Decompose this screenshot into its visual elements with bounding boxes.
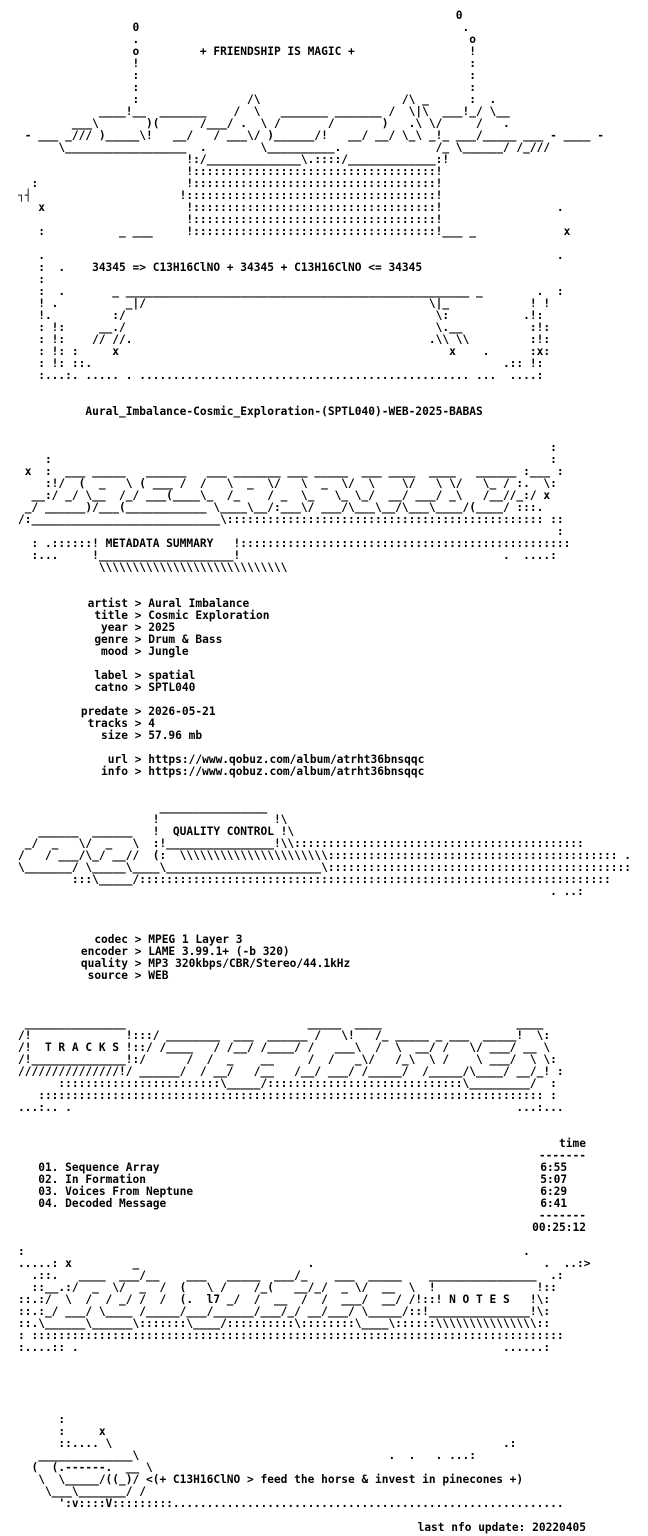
quality-art-line: :::\_____/::::::::::::::::::::::::::::::::::::::::::::::::::::::::::::::::::::::: [18, 873, 611, 886]
metadata-art-line: :!/ ( _ \ ( ___ / / \ _ \/ \ _ \/ \ \/ \ \/ \_ / :. \:: [18, 477, 557, 490]
header-art-line: !:/______________\.::::/_____________:!: [18, 153, 450, 166]
track-title: Voices From Neptune: [65, 1185, 194, 1198]
metadata-art-line: :... !____________________! . ....:: [18, 549, 557, 562]
tracks-art-line: ///////////////!/ ______/ / __/ /__ /__/ ___/ /_____/ /_____/\____/ __/_! :: [18, 1065, 564, 1078]
metadata-art-line: x : ___ _____ ______ ___ _______ ___ _____ ___ ____ ____ ______ :___ :: [18, 465, 564, 478]
tracks-rule-top: -------: [538, 1149, 586, 1162]
tracks-art-line: ::::::::::::::::::::::::::::::::::::::::::::::::::::::::::::::::::::::::::: :: [18, 1089, 557, 1102]
quality-art-line: . ..:: [18, 885, 584, 898]
metadata-art-line: \\\\\\\\\\\\\\\\\\\\\\\\\\\\: [18, 561, 288, 574]
footer-art-line: ::.... \ .:: [18, 1437, 517, 1450]
header-art-line: x !::::::::::::::::::::::::::::::::::::! .: [18, 201, 564, 214]
track-number: 01.: [18, 1161, 66, 1174]
last-nfo-update: last nfo update: 20220405: [417, 1521, 586, 1534]
track-number: 03.: [18, 1185, 66, 1198]
quality-art-line: _/ _ \/ _ \ :!________________!\\:::::::::::::::::::::::::::::::::::::::::::: [18, 837, 584, 850]
header-art-line: : !: ::. .:: !:: [18, 357, 544, 370]
track-time: 6:41: [540, 1197, 568, 1210]
header-art-line: . o: [18, 33, 477, 46]
metadata-title-line: : .::::::! METADATA SUMMARY !:::::::::::::::::::::::::::::::::::::::::::::::::: [18, 537, 571, 550]
footer-art-line: :: [18, 1413, 66, 1426]
tracks-list: [18, 1162, 638, 1210]
notes-art-line: ::.\______\______\:::::::\____/::::::::::\::::::::\____\::::::\\\\\\\\\\\\\\\::: [18, 1317, 551, 1330]
header-art-line: : :: [18, 81, 477, 94]
footer-art-line: ______________\ . . . ...:: [18, 1449, 477, 1462]
tracks-total-time: 00:25:12: [532, 1221, 586, 1234]
tracks-art-line: /!______________!:/ / / _ __ / / _\/ /_\ \ / \ ___/ \ \:: [18, 1053, 557, 1066]
quality-encoder: encoder > LAME 3.99.1+ (-b 320): [80, 945, 290, 958]
quality-art-line: ______ ______ ! QUALITY CONTROL !\: [18, 825, 295, 838]
notes-art-line: ::.:_/ ___/ \____ /_____/___/______/___/_/ __/___/ \_____/::!_______________!\:: [18, 1305, 551, 1318]
quality-art-line: ________________: [18, 801, 268, 814]
header-art-line: : :: [18, 69, 477, 82]
header-art-line: : /\ /\ _ : .: [18, 93, 497, 106]
header-art-line: !. :/ \: .!:: [18, 309, 544, 322]
track-title: Sequence Array: [65, 1161, 160, 1174]
header-art-line: o + FRIENDSHIP IS MAGIC + !: [18, 45, 477, 58]
quality-source: source > WEB: [87, 969, 169, 982]
header-art-line: ___\ )( /___/ . \ / / ) .\ \/ / .: [18, 117, 510, 130]
header-art-line: ! :: [18, 57, 477, 70]
quality-art-line: / / ___/\_/ __// (: \\\\\\\\\\\\\\\\\\\\\\::::::::::::::::::::::::::::::::::::::::::: .: [18, 849, 631, 862]
metadata-url: url > https://www.qobuz.com/album/atrht36bnsqqc: [107, 753, 425, 766]
metadata-title: title > Cosmic Exploration: [94, 609, 270, 622]
track-title: Decoded Message: [65, 1197, 167, 1210]
header-art-line: : !::::::::::::::::::::::::::::::::::::!: [18, 177, 443, 190]
header-ascii-art: [18, 10, 638, 382]
footer-ascii-art: [18, 1414, 638, 1510]
tracks-art-line: ::::::::::::::::::::::::\_____/:::::::::::::::::::::::::::::\_________/ :: [18, 1077, 557, 1090]
metadata-tracks: tracks > 4: [87, 717, 155, 730]
header-art-line: . .: [18, 249, 564, 262]
track-number: 04.: [18, 1197, 66, 1210]
header-art-line: ! . _|/ \|_ ! !: [18, 297, 551, 310]
tracks-header-art: [18, 1018, 638, 1114]
metadata-art-line: _/ ______)/___(____________ \____\__/:___\/ ___/\___\__/\___\____/(____/ :::.: [18, 501, 544, 514]
notes-art-line: ::__.:/ _ \/ _ / ( \ / /_( __/_/ _ \/ __ \ ! !::: [18, 1281, 557, 1294]
metadata-art-line: : :: [18, 453, 557, 466]
release-name: Aural_Imbalance-Cosmic_Exploration-(SPTL040)-WEB-2025-BABAS: [85, 405, 483, 418]
quality-header-art: [18, 802, 638, 898]
header-art-line: !::::::::::::::::::::::::::::::::::::!: [18, 213, 443, 226]
header-art-line: :: [18, 273, 45, 286]
quality-codec: codec > MPEG 1 Layer 3: [94, 933, 243, 946]
header-art-line: ┐┤ !:::::::::::::::::::::::::::::::::::::!: [18, 189, 443, 202]
metadata-art-line: :: [18, 441, 557, 454]
track-title: In Formation: [65, 1173, 146, 1186]
track-number: 02.: [18, 1173, 66, 1186]
notes-art-line: :....:: . ......:: [18, 1341, 551, 1354]
metadata-year: year > 2025: [101, 621, 176, 634]
metadata-predate: predate > 2026-05-21: [80, 705, 216, 718]
metadata-genre: genre > Drum & Bass: [94, 633, 223, 646]
track-time: 6:29: [540, 1185, 568, 1198]
track-time: 5:07: [540, 1173, 568, 1186]
header-art-line: : . _ ___________________________________________________ _ . :: [18, 285, 564, 298]
nfo-document: [18, 10, 638, 1534]
notes-art-line: .::. ____ ___/__ ___ _____ ___/_ ___ _____ ________________ .:: [18, 1269, 564, 1282]
metadata-label: label > spatial: [94, 669, 196, 682]
metadata-art-line: /:____________________________\::::::::::::::::::::::::::::::::::::::::::::::: ::: [18, 513, 564, 526]
footer-art-line: \ \_____/((_)/ <(+ C13H16ClNO > feed the horse & invest in pinecones +): [18, 1473, 524, 1486]
header-art-line: : !: : x x . :x:: [18, 345, 551, 358]
notes-art-line: : .: [18, 1245, 530, 1258]
tracks-rule-bottom: -------: [538, 1209, 586, 1222]
footer-art-line: ( (.------. __ \: [18, 1461, 153, 1474]
metadata-art-line: :: [18, 525, 564, 538]
header-art-line: 0: [18, 9, 463, 22]
tracks-art-line: /! !:::/ ________ ___ ______ / \! /_ _____ _ ___ _____! \:: [18, 1029, 551, 1042]
metadata-catno: catno > SPTL040: [94, 681, 196, 694]
header-art-line: !::::::::::::::::::::::::::::::::::::!: [18, 165, 443, 178]
footer-art-line: \___\_______/ /: [18, 1485, 146, 1498]
tracks-art-line: ...:.. . ...:...: [18, 1101, 564, 1114]
header-art-line: :...:. ..... . ................................................. ... ....:: [18, 369, 544, 382]
quality-art-line: \_______/ \_____\____\_______________________\:::::::::::::::::::::::::::::::::::::::::::::: [18, 861, 631, 874]
tracks-art-line: /! T R A C K S !::/ /____ / /__/ /____/ / ___\ / \ __/ / \/ ___/ __ \: [18, 1041, 551, 1054]
notes-header-art: [18, 1246, 638, 1354]
track-time: 6:55: [540, 1161, 568, 1174]
metadata-size: size > 57.96 mb: [101, 729, 203, 742]
metadata-artist: artist > Aural Imbalance: [87, 597, 250, 610]
tracks-time-label: time: [559, 1137, 586, 1150]
quality-art-line: ! !\: [18, 813, 288, 826]
notes-art-line: : :::::::::::::::::::::::::::::::::::::::::::::::::::::::::::::::::::::::::::::::: [18, 1329, 564, 1342]
header-art-line: : . 34345 => C13H16ClNO + 34345 + C13H16ClNO <= 34345: [18, 261, 423, 274]
metadata-mood: mood > Jungle: [101, 645, 189, 658]
quality-quality: quality > MP3 320kbps/CBR/Stereo/44.1kHz: [80, 957, 351, 970]
header-art-line: - ___ _/// )_____\! __/ / ___\/ )______/! __/ __/ \_\ _!_ ___/_____ ___ - ____ -: [18, 129, 604, 142]
metadata-summary-title: METADATA SUMMARY: [98, 537, 234, 550]
footer-art-line: : x: [18, 1425, 106, 1438]
metadata-info: info > https://www.qobuz.com/album/atrht36bnsqqc: [101, 765, 425, 778]
metadata-header-art: [18, 442, 638, 574]
header-art-line: 0 .: [18, 21, 470, 34]
notes-art-line: ::.:/ \ / / _/ / / (. l7 _/ / __ / / ___/ __/ /!::! N O T E S !\:: [18, 1293, 551, 1306]
header-art-line: \__________________ . \__________. /_ \______/ /_///: [18, 141, 557, 154]
metadata-art-line: __:/ _/ \__ /_/ ___(____\_ /_ / _ \_ \_ \_/ __/ ___/ _\ /__//_:/ x: [18, 489, 551, 502]
header-art-line: : !: __./ \.__ :!:: [18, 321, 551, 334]
header-art-line: : !: // //. .\\ \\ :!:: [18, 333, 551, 346]
header-art-line: : _ ___ !::::::::::::::::::::::::::::::::::::!___ _ x: [18, 225, 571, 238]
tracks-art-line: _______________ _____ ____ ____: [18, 1017, 544, 1030]
notes-art-line: .....: x _ . . ..:>: [18, 1257, 591, 1270]
footer-art-line: ':v::::V:::::::::..........................................................: [18, 1497, 564, 1510]
header-art-line: ____!__ _______ / \ _______ _______ / \|\ ___!_/ \__: [18, 105, 510, 118]
